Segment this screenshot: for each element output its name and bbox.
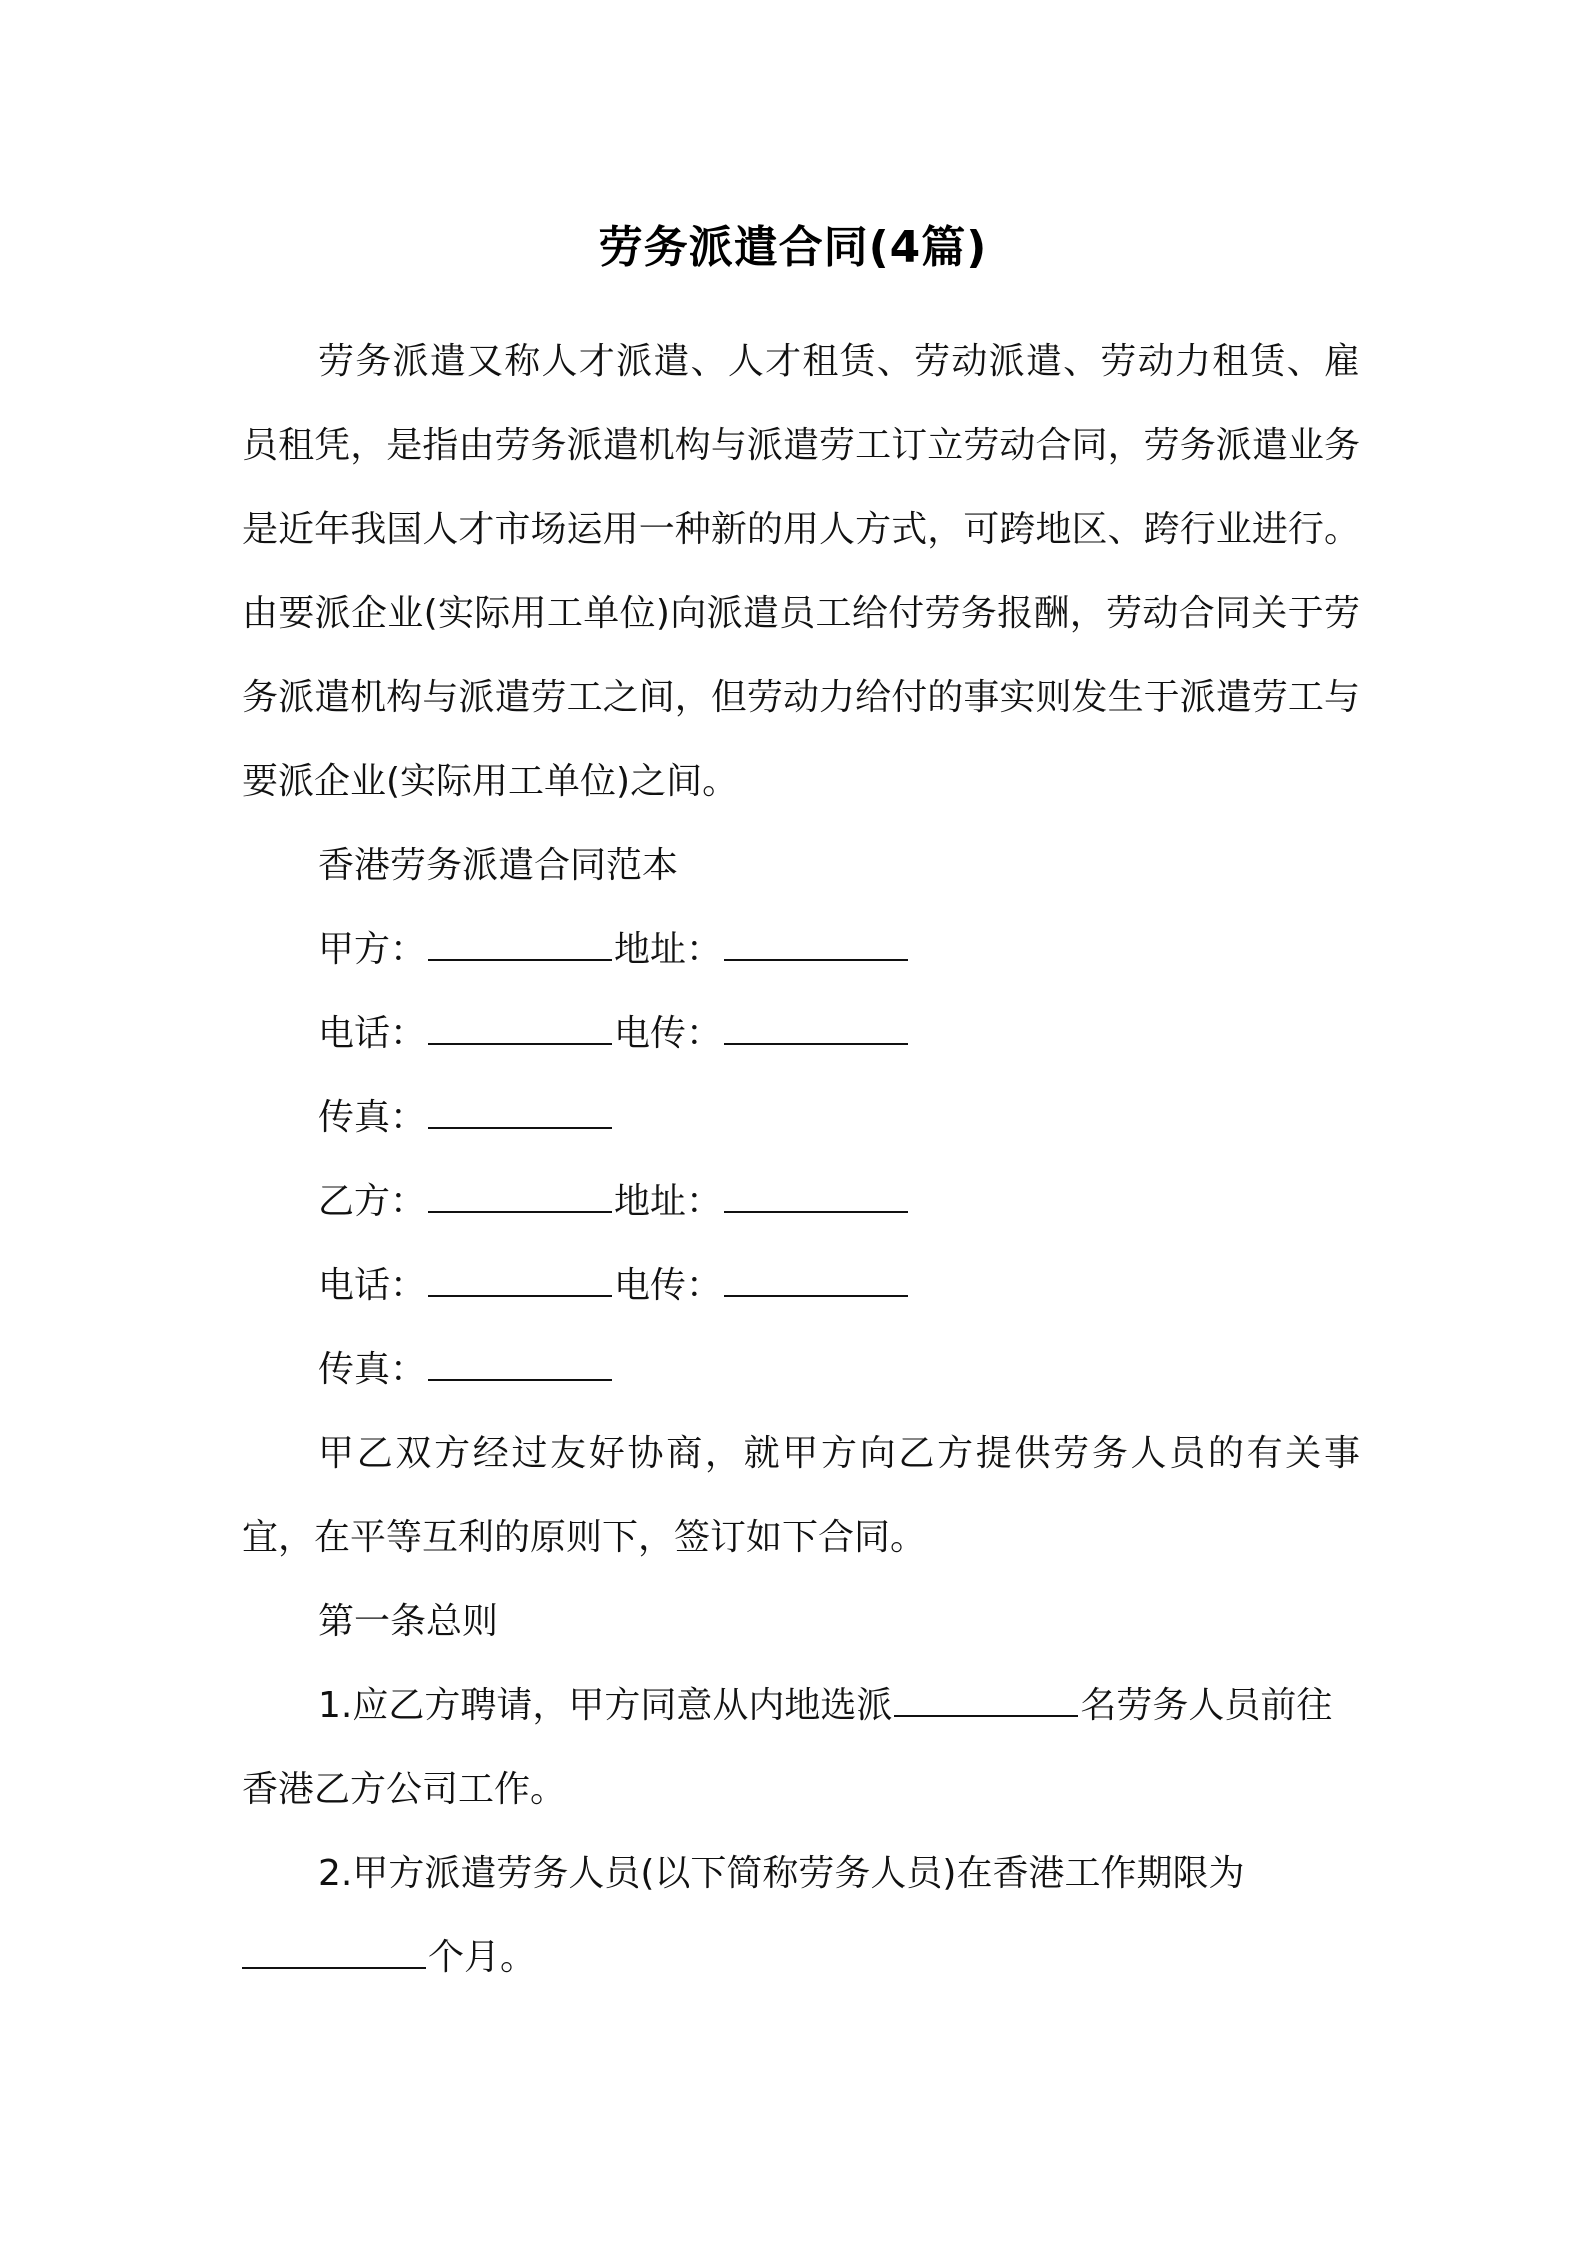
party-a-row-3 [242,1076,1360,1160]
party-b-fax-blank [428,1345,612,1381]
clause-1-blank [894,1681,1078,1717]
clause-1-text: 1.应乙方聘请，甲方同意从内地选派 [318,1685,893,1726]
party-a-fax-blank [428,1093,612,1129]
party-b-row-1 [242,1160,1360,1244]
party-b-name-label: 乙方： [318,1181,427,1222]
party-a-fax-label: 传真： [318,1097,427,1138]
party-a-telex-label: 电传： [614,1013,723,1054]
document-title: 劳务派遣合同(4篇) [598,222,988,273]
party-a-row-1 [242,908,1360,992]
party-b-address-blank [724,1177,908,1213]
clause-2-blank [242,1933,426,1969]
party-a-phone-label: 电话： [318,1013,427,1054]
clause-2-line: 2.甲方派遣劳务人员(以下简称劳务人员)在香港工作期限为 [318,1853,1245,1894]
party-b-phone-label: 电话： [318,1265,427,1306]
clause-1-line [242,1664,1360,1748]
contract-heading: 香港劳务派遣合同范本 [318,845,679,886]
preamble-paragraph: 甲乙双方经过友好协商，就甲方向乙方提供劳务人员的有关事宜，在平等互利的原则下，签订如下合同。 [242,1433,1360,1558]
party-b-row-3 [242,1328,1360,1412]
party-b-fax-label: 传真： [318,1349,427,1390]
party-a-address-label: 地址： [614,929,723,970]
article-1-heading: 第一条总则 [318,1601,499,1642]
clause-1-text-after: 名劳务人员前往 [1080,1685,1333,1726]
clause-2-continuation [242,1916,1360,2000]
party-a-address-blank [724,925,908,961]
party-a-row-2 [242,992,1360,1076]
clause-1-continuation: 香港乙方公司工作。 [242,1769,567,1810]
party-a-name-label: 甲方： [318,929,427,970]
party-b-row-2 [242,1244,1360,1328]
party-a-telex-blank [724,1009,908,1045]
party-b-telex-label: 电传： [614,1265,723,1306]
party-b-telex-blank [724,1261,908,1297]
party-a-name-blank [428,925,612,961]
party-b-address-label: 地址： [614,1181,723,1222]
clause-2-text-after: 个月。 [428,1937,537,1978]
party-b-name-blank [428,1177,612,1213]
party-a-phone-blank [428,1009,612,1045]
party-b-phone-blank [428,1261,612,1297]
intro-paragraph: 劳务派遣又称人才派遣、人才租赁、劳动派遣、劳动力租赁、雇员租凭，是指由劳务派遣机构与派遣劳工订立劳动合同，劳务派遣业务是近年我国人才市场运用一种新的用人方式，可跨地区、跨行业进行。由要派企业(实际用工单位)向派遣员工给付劳务报酬，劳动合同关于劳务派遣机构与派遣劳工之间，但劳动力给付的事实则发生于派遣劳工与要派企业(实际用工单位)之间。 [242,341,1360,802]
document-body [242,320,1360,2000]
